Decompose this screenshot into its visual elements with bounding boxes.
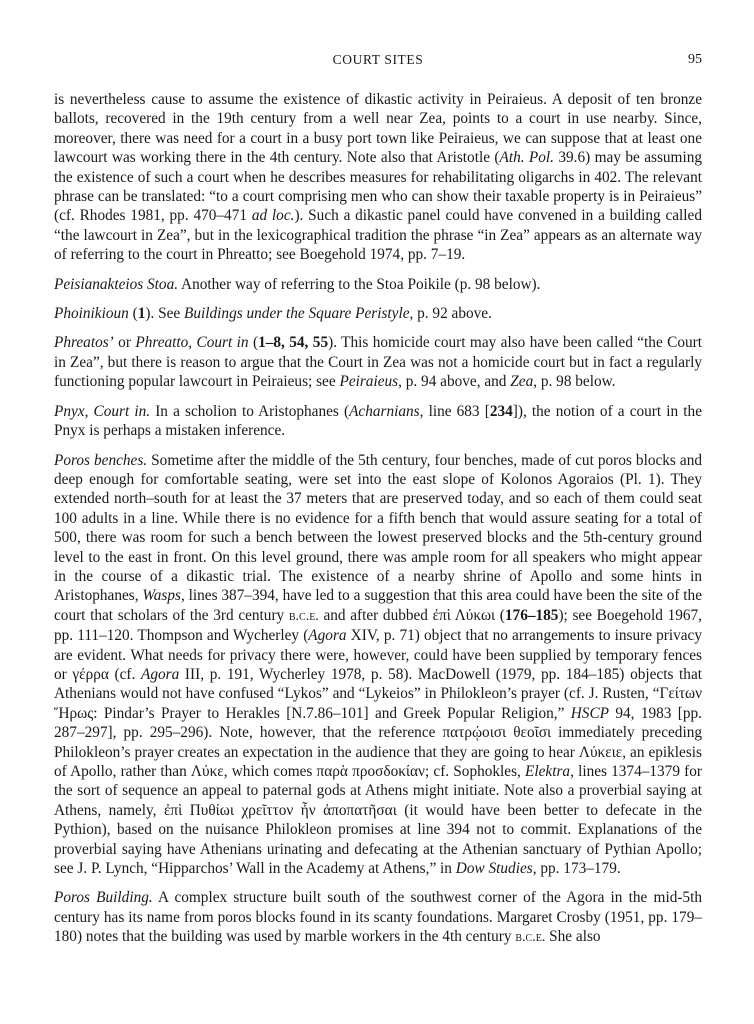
citation: Elektra [525, 763, 571, 780]
entry-heading: Poros Building. [54, 889, 153, 907]
entry-heading: Phreatos’ [54, 334, 114, 352]
catalogue-number: 1 [137, 305, 146, 323]
era-abbreviation: b.c.e. [515, 930, 546, 946]
entry-poros-building: Poros Building. A complex structure built south of the southwest corner of the Agora in the mid-5th century has its name from poros blocks found in its scanty foundations. Margaret Crosby (1951, pp. 179–180) notes that the building was used by marble workers in the 4th century b.c.e. She also [54, 889, 702, 946]
citation: Agora [308, 627, 347, 645]
entry-poros-benches: Poros benches. Sometime after the middle of the 5th century, four benches, made of cut poros blocks and deep enough for comfortable seating, were set into the east slope of Kolonos Agoraios (Pl. 1). They extended north–south for at least the 37 meters that are preserved today, and so each of them could seat 100 adults in a line. While there is no evidence for a fifth bench that would assure seating for a total of 500, there was room for such a bench between the lowest preserved blocks and the 5th-century ground level to the east in front. On this level ground, there was ample room for all speakers who might appear in the course of a dikastic trial. The existence of a nearby shrine of Apollo and some hints in Aristophanes, Wasps, lines 387–394, have led to a suggestion that this area could have been the site of the court that scholars of the 3rd century b.c.e. and after dubbed ἐπὶ Λύκωι (176–185); see Boegehold 1967, pp. 111–120. Thompson and Wycherley (Agora XIV, p. 71) object that no arrangements to insure privacy are evident. What needs for privacy there were, however, could have been supplied by temporary fences or γέρρα (cf. Agora III, p. 191, Wycherley 1978, p. 58). MacDowell (1979, pp. 184–185) objects that Athenians would not have confused “Lykos” and “Lykeios” in Philokleon’s prayer (cf. J. Rusten, “Γείτων Ἥρως: Pindar’s Prayer to Herakles [N.7.86–101] and Greek Popular Religion,” HSCP 94, 1983 [pp. 287–297], pp. 295–296). Note, however, that the reference πατρῴοισι θεοῖσι immediately preceding Philokleon’s prayer creates an expectation in the audience that they are going to hear Λύκειε, an epiklesis of Apollo, rather than Λύκε, which comes παρὰ προσδοκίαν; cf. Sophokles, Elektra, lines 1374–1379 for the sort of sequence an appeal to paternal gods at Athens might initiate. Note also a proverbial saying at Athens, namely, ἐπὶ Πυθίωι χρεῖττον ἦν ἀποπατῆσαι (it would have been better to defecate in the Pythion), based on the nuisance Philokleon promises at line 394 not to commit. Explanations of the proverbial saying have Athenians urinating and defecating at the Athenian sanctuary of Pythian Apollo; see J. P. Lynch, “Hipparchos’ Wall in the Academy at Athens,” in Dow Studies, pp. 173–179. [54, 451, 703, 878]
entry-phoinikioun: Phoinikioun (1). See Buildings under the Square Peristyle, p. 92 above. [54, 305, 492, 323]
page-body [54, 90, 702, 958]
entry-heading: Pnyx, Court in. [54, 402, 151, 420]
catalogue-number: 234 [489, 402, 513, 420]
running-head [54, 52, 702, 72]
entry-peisianakteios-stoa: Peisianakteios Stoa. Another way of referring to the Stoa Poikile (p. 98 below). [54, 275, 541, 293]
catalogue-numbers: 176–185 [504, 606, 559, 624]
page-number: 95 [688, 52, 702, 67]
cross-reference: Buildings under the Square Peristyle [184, 305, 410, 323]
era-abbreviation: b.c.e. [288, 608, 319, 624]
entry-heading: Peisianakteios Stoa. [54, 275, 179, 293]
entry-phreatto: Phreatos’ or Phreatto, Court in (1–8, 54, 55). This homicide court may also have been called “the Court in Zea”, but there is reason to argue that the Court in Zea was not a homicide court but in fact a regularly functioning popular lawcourt in Peiraieus; see Peiraieus, p. 94 above, and Zea, p. 98 below. [54, 334, 702, 391]
citation: Agora [141, 665, 180, 683]
paragraph-peiraieus-continued: is nevertheless cause to assume the existence of dikastic activity in Peiraieus. A deposit of ten bronze ballots, recovered in the 19th century from a well near Zea, points to a court in use nearby. Since, moreover, there was need for a court in a busy port town like Peiraieus, we can suppose that at least one lawcourt was working there in the 4th century. Note also that Aristotle (Ath. Pol. 39.6) may be assuming the existence of such a court when he describes measures for rehabilitating oligarchs in 402. The relevant phrase can be translated: “to a court comprising men who can show their taxable property is in Peiraieus” (cf. Rhodes 1981, pp. 470–471 ad loc.). Such a dikastic panel could have convened in a building called “the lawcourt in Zea”, but in the lexicographical tradition the phrase “in Zea” appears as an alternate way of referring to the court in Phreatto; see Boegehold 1974, pp. 7–19. [54, 91, 702, 264]
running-head-title: COURT SITES [332, 52, 424, 67]
citation: ad loc. [251, 207, 295, 225]
cross-reference: Zea [510, 373, 534, 391]
entry-heading: Phoinikioun [54, 305, 129, 323]
citation: Ath. Pol. [499, 149, 554, 167]
entry-pnyx-court: Pnyx, Court in. In a scholion to Aristophanes (Acharnians, line 683 [234]), the notion of a court in the Pnyx is perhaps a mistaken inference. [54, 402, 702, 440]
citation: Dow Studies [455, 860, 533, 878]
citation: HSCP [570, 704, 609, 722]
citation: Acharnians [349, 402, 420, 420]
entry-heading: Poros benches. [54, 451, 148, 469]
cross-reference: Peiraieus [339, 373, 399, 391]
entry-heading-alt: Phreatto, Court in [135, 334, 249, 352]
citation: Wasps [142, 587, 181, 605]
catalogue-numbers: 1–8, 54, 55 [258, 334, 329, 352]
